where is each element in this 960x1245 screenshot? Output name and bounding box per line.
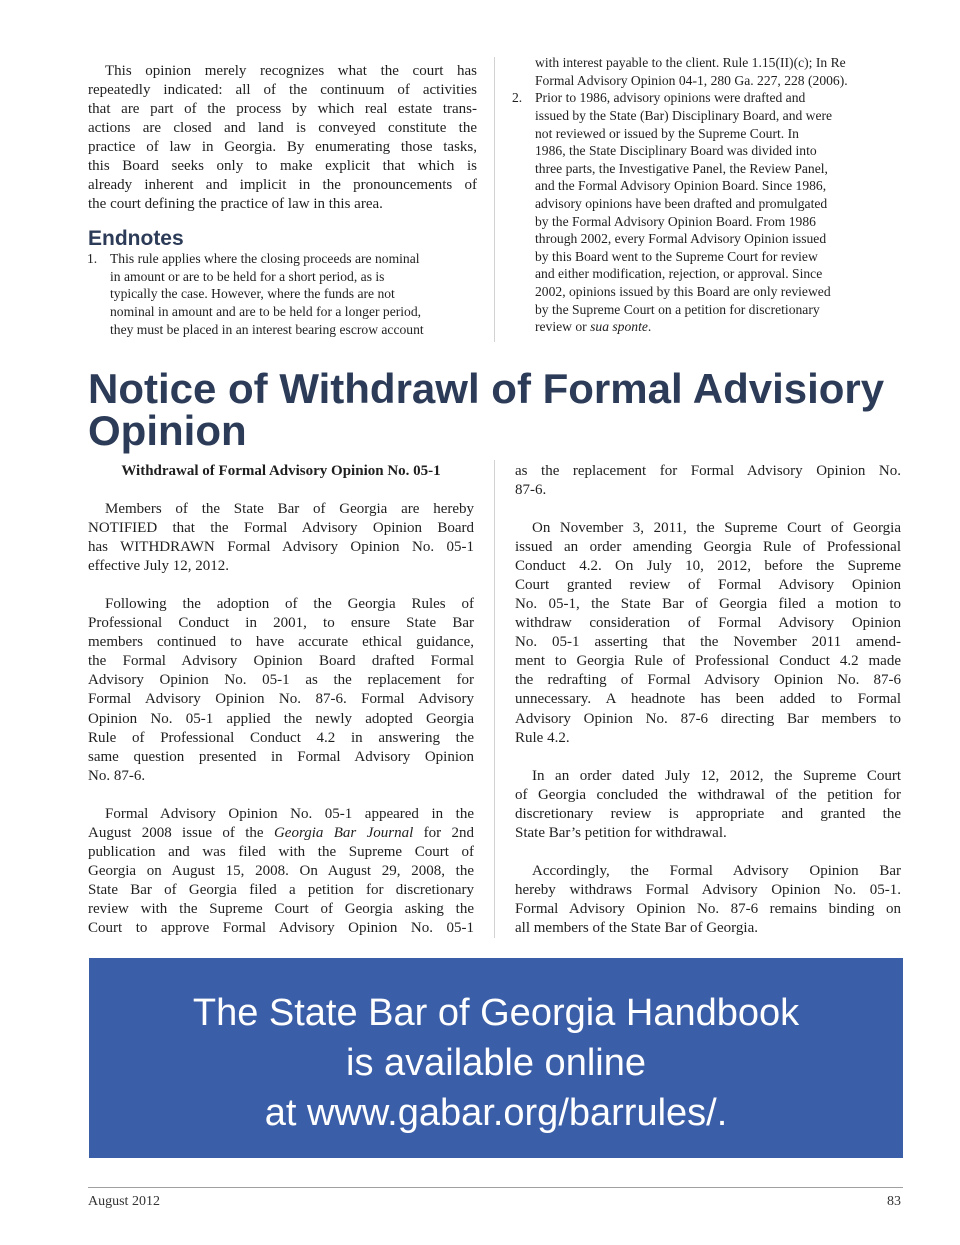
article-subheading: Withdrawal of Formal Advisory Opinion No. 05-1 [121,462,441,479]
text-line: On November 3, 2011, the Supreme Court of Georgia [532,519,901,536]
article-title-line: Opinion [88,407,247,454]
text-line: issued by the State (Bar) Disciplinary Board, and were [535,107,833,123]
text-line: and the Formal Advisory Opinion Board. Since 1986, [535,178,827,194]
text-line: Georgia on August 15, 2008. On August 29, 2008, the [88,863,474,880]
endnotes-heading: Endnotes [88,227,184,250]
italic-text: Georgia Bar Journal [273,824,414,841]
text-line: Members of the State Bar of Georgia are hereby [105,500,474,517]
text-line: the Formal Advisory Opinion Board drafted Formal [88,653,474,670]
banner-line: The State Bar of Georgia Handbook [192,992,800,1034]
text-line: with interest payable to the client. Rule 1.15(II)(c); In Re [535,55,846,71]
article-paragraph [515,519,901,748]
handbook-banner [89,958,903,1158]
endnote-1-text [110,250,475,338]
article-paragraph [515,862,901,938]
footer-issue-date: August 2012 [88,1194,160,1209]
text-line: members continued to have accurate ethical guidance, [88,634,474,651]
text-line: issued an order amending Georgia Rule of Professional [515,538,901,555]
text-line: Rule 4.2. [515,729,570,746]
endnote-2-text [535,89,900,335]
text-line: No. 05-1, the State Bar of Georgia filed a motion to [515,596,901,613]
text-line: 1986, the State Disciplinary Board was divided into [535,143,817,159]
text-line: Formal Advisory Opinion No. 87-6 remains binding on [515,901,901,918]
banner-line: is available online [346,1042,646,1084]
text-line [535,318,900,336]
text-line: Advisory Opinion No. 05-1 as the replacement for [88,672,474,689]
text-line: by the Supreme Court on a petition for discretionary [535,301,820,317]
column-divider [494,57,495,342]
text-line: 2002, opinions issued by this Board are only reviewed [535,283,831,299]
text-line: Formal Advisory Opinion 04-1, 280 Ga. 227, 228 (2006). [535,72,848,88]
text-line: State Bar of Georgia filed a petition for discretionary [88,882,474,899]
text-line: that are part of the process by which real estate trans- [88,100,477,117]
text-line: hereby withdraws Formal Advisory Opinion No. 05-1. [515,882,901,899]
endnote-number: 2. [512,90,523,106]
text-line: in amount or are to be held for a short period, as is [110,268,385,284]
text-line: nominal in amount and are to be held for a longer period, [110,303,422,319]
text-line: as the replacement for Formal Advisory Opinion No. [515,462,901,479]
text-line: this Board seeks only to make explicit that which is [88,157,477,174]
text-line: No. 05-1 asserting that the November 2011 amend- [515,634,901,651]
text-segment: August 2008 issue of the [88,824,274,841]
text-line: effective July 12, 2012. [88,557,229,574]
endnote-1 [87,250,475,338]
text-line: Prior to 1986, advisory opinions were drafted and [535,90,806,106]
text-line: NOTIFIED that the Formal Advisory Opinion Board [88,519,474,536]
text-line: Advisory Opinion No. 87-6 directing Bar members to [515,710,901,727]
page-footer [88,1193,901,1211]
text-line: ment to Georgia Rule of Professional Conduct 4.2 made [515,653,901,670]
endnote-1-continued [535,54,900,89]
text-line: Professional Conduct in 2001, to ensure State Bar [88,615,474,632]
article-paragraph [88,805,474,939]
text-line: Formal Advisory Opinion No. 87-6. Formal Advisory [88,691,474,708]
text-line: by this Board went to the Supreme Court for review [535,248,818,264]
text-line: withdraw consideration of Formal Advisory Opinion [515,615,901,632]
article-paragraph [515,462,901,500]
article-paragraph [515,767,901,843]
text-line: Rule of Professional Conduct 4.2 in answering the [88,729,474,746]
text-line: practice of law in Georgia. By enumerating those tasks, [88,138,477,155]
endnote-number: 1. [87,251,98,267]
text-segment: for 2nd [413,824,474,841]
text-line: has WITHDRAWN Formal Advisory Opinion No. 05-1 [88,538,474,555]
text-line: the court defining the practice of law in this area. [88,196,383,213]
text-line: Accordingly, the Formal Advisory Opinion Bar [532,863,901,880]
text-line: through 2002, every Formal Advisory Opinion issued [535,231,827,247]
text-line: Opinion No. 05-1 applied the newly adopted Georgia [88,710,474,727]
text-line: three parts, the Investigative Panel, the Review Panel, [535,160,828,176]
footer-rule [88,1187,903,1188]
text-line: Following the adoption of the Georgia Rules of [105,596,474,613]
italic-text: sua sponte [590,319,648,335]
text-line: same question presented in Formal Advisory Opinion [88,748,474,765]
article-paragraph [88,595,474,786]
text-line: repeatedly indicated: all of the continuum of activities [88,81,477,98]
page-number: 83 [887,1194,901,1209]
article-paragraph [88,500,474,576]
intro-paragraph [88,62,477,215]
text-line: Court granted review of Formal Advisory Opinion [515,576,901,593]
article-right-column [515,462,901,939]
text-line: discretionary review is appropriate and granted the [515,805,901,822]
banner-line: at www.gabar.org/barrules/. [264,1092,728,1134]
text-line: This rule applies where the closing proceeds are nominal [110,251,420,267]
text-line: publication and was filed with the Supreme Court of [88,844,474,861]
text-line [88,824,474,843]
text-line: typically the case. However, where the funds are not [110,286,395,302]
text-line: Court to approve Formal Advisory Opinion No. 05-1 [88,920,474,937]
text-line: not reviewed or issued by the Supreme Court. In [535,125,799,141]
text-line: This opinion merely recognizes what the court has [105,62,477,79]
text-line: 87-6. [515,481,547,498]
text-line: of Georgia concluded the withdrawal of the petition for [515,786,901,803]
text-segment: . [647,319,652,335]
text-line: Formal Advisory Opinion No. 05-1 appeared in the [105,805,474,822]
article-title-line: Notice of Withdrawl of Formal Advisiory [88,365,885,412]
text-line: by the Formal Advisory Opinion Board. From 1986 [535,213,816,229]
text-line: advisory opinions have been drafted and promulgated [535,195,828,211]
text-line: and either modification, rejection, or approval. Since [535,266,823,282]
text-line: already inherent and implicit in the pronouncements of [88,176,477,193]
text-segment: review or [535,319,591,335]
article-title [88,365,885,454]
text-line: they must be placed in an interest bearing escrow account [110,321,424,337]
text-line: No. 87-6. [88,767,146,784]
text-line: actions are closed and land is conveyed constitute the [88,119,477,136]
text-line: all members of the State Bar of Georgia. [515,920,758,937]
endnote-2 [512,89,900,335]
article-left-column [88,462,474,939]
text-line: unnecessary. A headnote has been added to Formal [515,691,901,708]
text-line: In an order dated July 12, 2012, the Supreme Court [532,767,901,784]
text-line: review with the Supreme Court of Georgia asking the [88,901,474,918]
text-line: Conduct 4.2. On July 10, 2012, before the Supreme [515,557,901,574]
text-line: State Bar’s petition for withdrawal. [515,824,727,841]
column-divider [494,460,495,938]
text-line: the redrafting of Formal Advisory Opinion No. 87-6 [515,672,901,689]
